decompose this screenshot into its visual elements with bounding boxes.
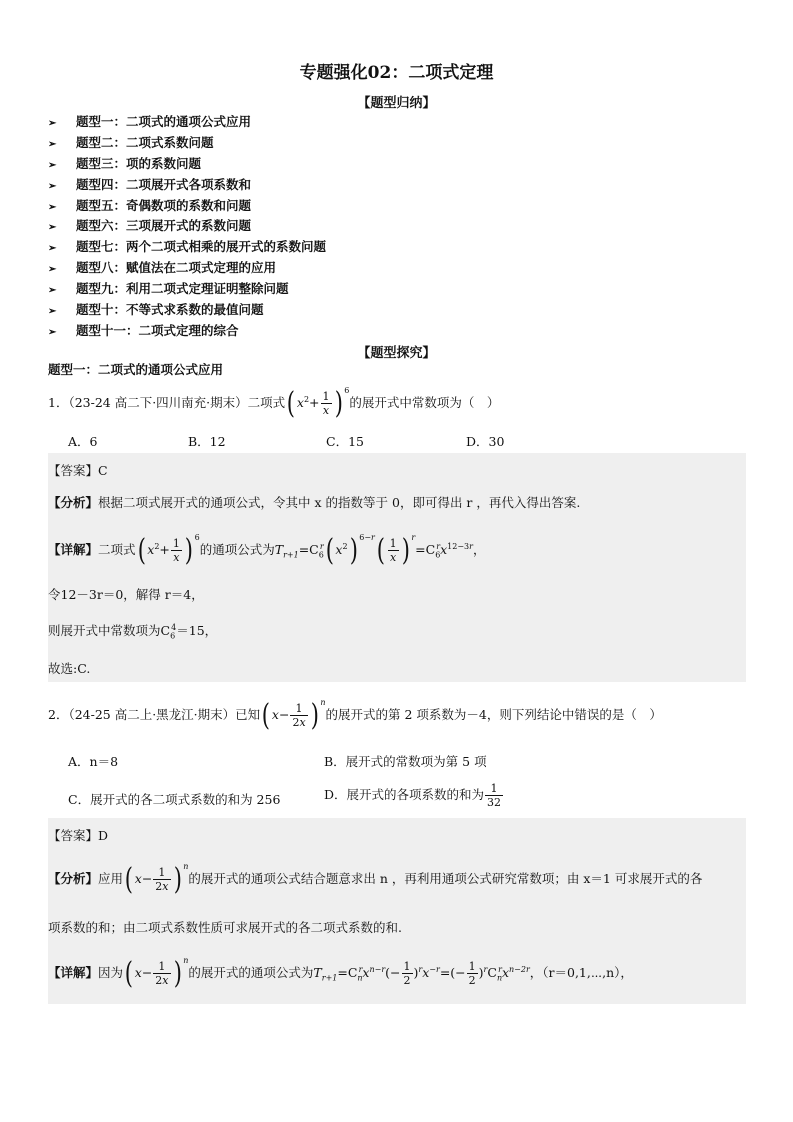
list-item: ➢ 题型四：二项展开式各项系数和 bbox=[48, 175, 648, 196]
detail-line: 令12－3r＝0，解得 r＝4， bbox=[48, 587, 204, 602]
list-item: ➢ 题型九：利用二项式定理证明整除问题 bbox=[48, 279, 648, 300]
question-2-stem: 2．（24-25 高二上·黑龙江·期末）已知( x− $\frac{1}{2x}$ ) $^n$的展开式的第 2 项系数为－4，则下列结论中错误的是（ ） bbox=[48, 698, 662, 733]
page-title: 专题强化02：二项式定理 bbox=[299, 63, 494, 83]
analysis-line: 【分析】根据二项式展开式的通项公式，令其中 x 的指数等于 0，即可得出 r ，再代入得出答案. bbox=[48, 495, 581, 510]
list-item: ➢ 题型一：二项式的通项公式应用 bbox=[48, 112, 648, 133]
list-item: ➢ 题型十一：二项式定理的综合 bbox=[48, 321, 648, 342]
option-b: B．12 bbox=[188, 434, 226, 449]
analysis-line: 【分析】应用( x− $\frac{1}{2x}$ ) $^n$的展开式的通项公式结合题意求出 n ，再利用通项公式研究常数项；由 x＝1 可求展开式的各 bbox=[48, 862, 703, 897]
solution-box-2 bbox=[48, 818, 746, 1004]
arrow-bullet-icon: ➢ bbox=[48, 138, 57, 150]
arrow-bullet-icon: ➢ bbox=[48, 243, 57, 255]
list-item: ➢ 题型八：赋值法在二项式定理的应用 bbox=[48, 258, 648, 279]
detail-line: 【详解】二项式( $x^2+$ $\frac{1}{x}$ ) $^6$的通项公式为$T_{r+1}=C_6^r$( $x^2$) $^{6-r}$( $\frac{1}{x}$ ) $^r=C_6^rx^{12-3r}$， bbox=[48, 533, 486, 568]
arrow-bullet-icon: ➢ bbox=[48, 180, 57, 192]
formula: ( x− $\frac{1}{2x}$ ) $^n$ bbox=[261, 698, 326, 733]
option-c: C．15 bbox=[326, 434, 364, 449]
arrow-bullet-icon: ➢ bbox=[48, 264, 57, 276]
question-type-list bbox=[48, 112, 648, 342]
arrow-bullet-icon: ➢ bbox=[48, 285, 57, 297]
section-heading-explore: 【题型探究】 bbox=[357, 346, 436, 361]
solution-box-1 bbox=[48, 453, 746, 682]
arrow-bullet-icon: ➢ bbox=[48, 306, 57, 318]
option-a: A．n＝8 bbox=[68, 754, 119, 769]
arrow-bullet-icon: ➢ bbox=[48, 326, 57, 338]
option-c: C．展开式的各二项式系数的和为 256 bbox=[68, 792, 281, 807]
arrow-bullet-icon: ➢ bbox=[48, 159, 57, 171]
answer-line: 【答案】C bbox=[48, 463, 108, 478]
list-item: ➢ 题型七：两个二项式相乘的展开式的系数问题 bbox=[48, 237, 648, 258]
option-d: D．30 bbox=[466, 434, 505, 449]
list-item: ➢ 题型二：二项式系数问题 bbox=[48, 133, 648, 154]
answer-line: 【答案】D bbox=[48, 828, 109, 843]
list-item: ➢ 题型十：不等式求系数的最值问题 bbox=[48, 300, 648, 321]
arrow-bullet-icon: ➢ bbox=[48, 222, 57, 234]
arrow-bullet-icon: ➢ bbox=[48, 118, 57, 129]
list-item: ➢ 题型三：项的系数问题 bbox=[48, 154, 648, 175]
option-d: D．展开式的各项系数的和为 $\frac{1}{32}$ bbox=[324, 782, 502, 809]
type-heading: 题型一：二项式的通项公式应用 bbox=[48, 362, 224, 377]
analysis-line: 项系数的和；由二项式系数性质可求展开式的各二项式系数的和. bbox=[48, 920, 402, 935]
formula: ( $x^2+$ $\frac{1}{x}$ ) $^6$ bbox=[286, 386, 350, 421]
arrow-bullet-icon: ➢ bbox=[48, 201, 57, 213]
list-item: ➢ 题型六：三项展开式的系数问题 bbox=[48, 216, 648, 237]
detail-line: 【详解】因为( x− $\frac{1}{2x}$ ) $^n$的展开式的通项公式为$T_{r+1}=C_n^rx^{n-r}(-$ $\frac{1}{2}$ )$^rx^{-r}=(-$ $\frac{1}{2}$ )$^rC_n^rx^{n-2r}$，（r＝0,1,⋯,n）， bbox=[48, 956, 633, 991]
option-a: A．6 bbox=[68, 434, 98, 449]
list-item: ➢ 题型五：奇偶数项的系数和问题 bbox=[48, 196, 648, 217]
detail-line: 则展开式中常数项为$C_6^4=15$， bbox=[48, 622, 218, 641]
option-b: B．展开式的常数项为第 5 项 bbox=[324, 754, 487, 769]
section-heading-summary: 【题型归纳】 bbox=[357, 96, 436, 111]
question-1-stem: 1．（23-24 高二下·四川南充·期末）二项式( $x^2+$ $\frac{1}{x}$ ) $^6$的展开式中常数项为（ ） bbox=[48, 386, 500, 421]
detail-line: 故选:C. bbox=[48, 661, 91, 676]
